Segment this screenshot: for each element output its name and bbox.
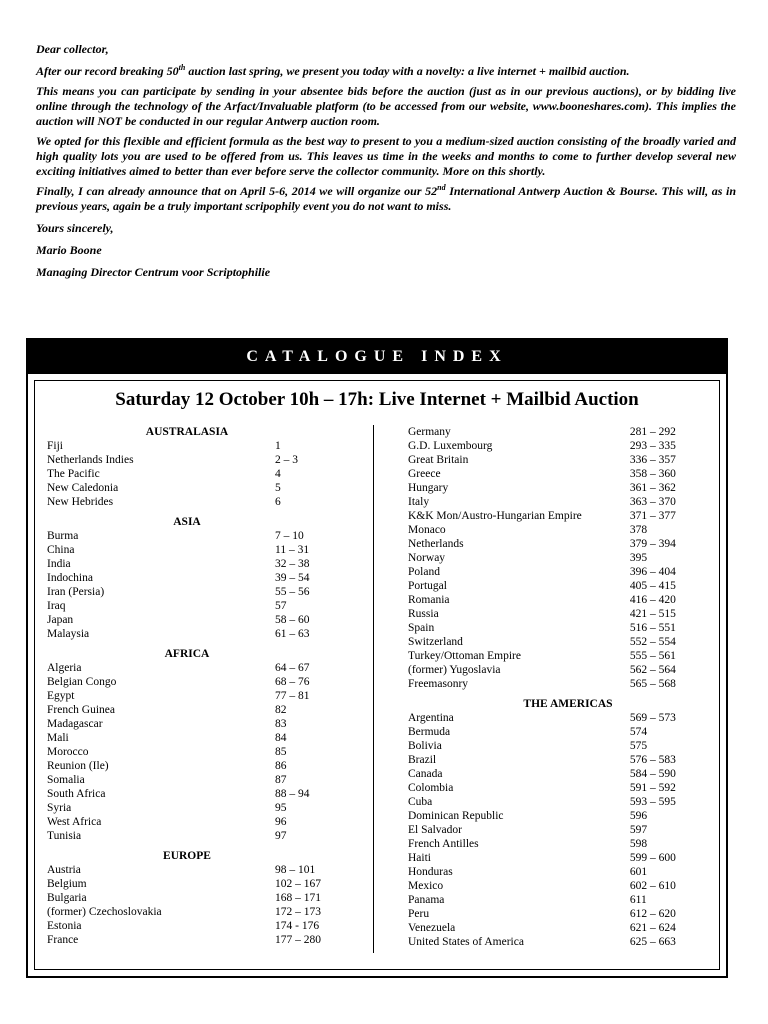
lot-range: 552 – 554 xyxy=(629,636,676,648)
index-row xyxy=(47,745,347,759)
country-name: Turkey/Ottoman Empire xyxy=(408,650,521,662)
country-name: Estonia xyxy=(47,920,82,932)
lot-range: 174 - 176 xyxy=(275,920,320,932)
lot-range: 569 – 573 xyxy=(629,712,676,724)
index-row xyxy=(47,877,347,891)
country-name: Belgium xyxy=(47,878,87,890)
index-row xyxy=(47,815,347,829)
lot-range: 611 xyxy=(629,894,647,906)
country-name: Iraq xyxy=(47,600,66,612)
index-row xyxy=(408,795,698,809)
lot-range: 625 – 663 xyxy=(629,936,676,948)
index-row xyxy=(408,579,698,593)
index-row xyxy=(408,593,698,607)
index-row xyxy=(47,717,347,731)
index-row xyxy=(47,773,347,787)
index-row xyxy=(47,439,347,453)
index-row xyxy=(408,823,698,837)
country-name: Austria xyxy=(47,864,81,876)
index-row xyxy=(408,677,698,691)
lot-range: 77 – 81 xyxy=(275,690,310,702)
index-row xyxy=(47,759,347,773)
lot-range: 575 xyxy=(629,740,648,752)
index-row xyxy=(47,863,347,877)
lot-range: 379 – 394 xyxy=(629,538,676,550)
lot-range: 177 – 280 xyxy=(275,934,321,946)
country-name: Syria xyxy=(47,802,72,814)
index-row xyxy=(408,781,698,795)
country-name: Norway xyxy=(408,552,446,564)
country-name: Fiji xyxy=(47,440,63,452)
lot-range: 584 – 590 xyxy=(629,768,676,780)
country-name: Panama xyxy=(408,894,445,906)
lot-range: 84 xyxy=(275,732,287,744)
index-row xyxy=(408,711,698,725)
index-row xyxy=(408,893,698,907)
lot-range: 32 – 38 xyxy=(275,558,310,570)
lot-range: 6 xyxy=(275,496,281,508)
lot-range: 601 xyxy=(629,866,648,878)
index-row xyxy=(47,495,347,509)
column-divider xyxy=(373,425,374,953)
index-row xyxy=(47,801,347,815)
lot-range: 11 – 31 xyxy=(275,544,310,556)
country-name: (former) Yugoslavia xyxy=(408,664,501,676)
country-name: Mali xyxy=(47,732,69,744)
index-row xyxy=(408,865,698,879)
lot-range: 621 – 624 xyxy=(629,922,676,934)
lot-range: 361 – 362 xyxy=(629,482,676,494)
country-name: Canada xyxy=(408,768,443,780)
region-heading: EUROPE xyxy=(163,850,211,862)
index-body xyxy=(34,380,720,970)
index-row xyxy=(47,481,347,495)
index-row xyxy=(408,635,698,649)
catalogue-index xyxy=(26,338,728,978)
country-name: Honduras xyxy=(408,866,453,878)
country-name: French Antilles xyxy=(408,838,479,850)
lot-range: 416 – 420 xyxy=(629,594,676,606)
lot-range: 83 xyxy=(275,718,287,730)
lot-range: 172 – 173 xyxy=(275,906,321,918)
country-name: Japan xyxy=(47,614,74,626)
country-name: Peru xyxy=(408,908,430,920)
country-name: (former) Czechoslovakia xyxy=(47,906,162,918)
lot-range: 574 xyxy=(629,726,648,738)
lot-range: 371 – 377 xyxy=(629,510,676,522)
index-row xyxy=(408,439,698,453)
country-name: Netherlands xyxy=(408,538,464,550)
country-name: Cuba xyxy=(408,796,433,808)
lot-range: 293 – 335 xyxy=(629,440,676,452)
country-name: Madagascar xyxy=(47,718,103,730)
country-name: K&K Mon/Austro-Hungarian Empire xyxy=(408,510,582,522)
index-column-left xyxy=(47,425,347,947)
index-row xyxy=(408,809,698,823)
letter-paragraph-4: Finally, I can already announce that on April 5-6, 2014 we will organize our 52nd International Antwerp Auction & Bourse. This will, as in previous years, again be a truly important scripophily event you do not want to miss. xyxy=(36,183,737,213)
index-row xyxy=(47,905,347,919)
country-name: Bolivia xyxy=(408,740,442,752)
lot-range: 5 xyxy=(275,482,281,494)
country-name: India xyxy=(47,558,71,570)
country-name: Morocco xyxy=(47,746,89,758)
index-row xyxy=(47,599,347,613)
country-name: Reunion (Ile) xyxy=(47,760,109,772)
country-name: Bulgaria xyxy=(47,892,87,904)
index-row xyxy=(408,509,698,523)
country-name: Switzerland xyxy=(408,636,463,648)
country-name: Netherlands Indies xyxy=(47,454,134,466)
country-name: New Hebrides xyxy=(47,496,114,508)
country-name: Haiti xyxy=(408,852,431,864)
lot-range: 358 – 360 xyxy=(629,468,676,480)
lot-range: 2 – 3 xyxy=(275,454,298,466)
lot-range: 516 – 551 xyxy=(629,622,676,634)
lot-range: 85 xyxy=(275,746,287,758)
index-row xyxy=(408,935,698,949)
country-name: Bermuda xyxy=(408,726,451,738)
index-row xyxy=(408,481,698,495)
lot-range: 597 xyxy=(629,824,648,836)
region-heading: THE AMERICAS xyxy=(523,698,613,710)
index-row xyxy=(408,453,698,467)
index-subtitle: Saturday 12 October 10h – 17h: Live Internet + Mailbid Auction xyxy=(115,389,639,410)
country-name: Poland xyxy=(408,566,440,578)
country-name: Spain xyxy=(408,622,435,634)
index-row xyxy=(408,425,698,439)
index-row xyxy=(47,891,347,905)
lot-range: 591 – 592 xyxy=(629,782,676,794)
country-name: New Caledonia xyxy=(47,482,119,494)
country-name: Brazil xyxy=(408,754,437,766)
lot-range: 168 – 171 xyxy=(275,892,321,904)
country-name: Monaco xyxy=(408,524,446,536)
letter-paragraph-1: After our record breaking 50th auction last spring, we present you today with a novelty: a live internet + mailbid auction. xyxy=(36,63,630,78)
country-name: South Africa xyxy=(47,788,106,800)
lot-range: 64 – 67 xyxy=(275,662,310,674)
lot-range: 396 – 404 xyxy=(629,566,676,578)
index-row xyxy=(408,467,698,481)
lot-range: 281 – 292 xyxy=(629,426,676,438)
lot-range: 336 – 357 xyxy=(629,454,676,466)
index-row xyxy=(47,543,347,557)
country-name: United States of America xyxy=(408,936,524,948)
index-row xyxy=(47,627,347,641)
lot-range: 555 – 561 xyxy=(629,650,676,662)
country-name: Hungary xyxy=(408,482,449,494)
lot-range: 98 – 101 xyxy=(275,864,316,876)
lot-range: 102 – 167 xyxy=(275,878,321,890)
index-row xyxy=(408,551,698,565)
country-name: France xyxy=(47,934,79,946)
cover-letter xyxy=(36,42,736,285)
country-name: Romania xyxy=(408,594,450,606)
lot-range: 68 – 76 xyxy=(275,676,310,688)
region-heading: AUSTRALASIA xyxy=(145,426,229,438)
country-name: Indochina xyxy=(47,572,93,584)
country-name: Tunisia xyxy=(47,830,82,842)
lot-range: 55 – 56 xyxy=(275,586,310,598)
index-row xyxy=(408,537,698,551)
index-row xyxy=(47,787,347,801)
country-name: El Salvador xyxy=(408,824,462,836)
letter-paragraph-3: We opted for this flexible and efficient formula as the best way to present to you a medium-sized auction consisting of the broadly varied and high quality lots you are used to be offered from us. This leaves us time in the weeks and months to come to further develop several new exciting initiatives aimed to better than ever before serve the collector community. More on this shortly. xyxy=(36,134,736,178)
salutation: Dear collector, xyxy=(36,42,109,56)
lot-range: 395 xyxy=(629,552,648,564)
lot-range: 565 – 568 xyxy=(629,678,676,690)
index-row xyxy=(408,725,698,739)
lot-range: 7 – 10 xyxy=(275,530,304,542)
index-row xyxy=(47,933,347,947)
lot-range: 1 xyxy=(275,440,281,452)
lot-range: 86 xyxy=(275,760,287,772)
country-name: Great Britain xyxy=(408,454,469,466)
country-name: Germany xyxy=(408,426,451,438)
country-name: Somalia xyxy=(47,774,85,786)
index-row xyxy=(47,557,347,571)
lot-range: 82 xyxy=(275,704,287,716)
lot-range: 363 – 370 xyxy=(629,496,676,508)
country-name: Italy xyxy=(408,496,430,508)
lot-range: 39 – 54 xyxy=(275,572,310,584)
country-name: Venezuela xyxy=(408,922,456,934)
lot-range: 576 – 583 xyxy=(629,754,676,766)
index-row xyxy=(47,585,347,599)
country-name: Dominican Republic xyxy=(408,810,504,822)
lot-range: 4 xyxy=(275,468,281,480)
index-row xyxy=(47,829,347,843)
index-row xyxy=(47,919,347,933)
index-row xyxy=(408,495,698,509)
index-row xyxy=(47,467,347,481)
country-name: Burma xyxy=(47,530,79,542)
lot-range: 61 – 63 xyxy=(275,628,310,640)
index-row xyxy=(408,621,698,635)
country-name: Argentina xyxy=(408,712,454,724)
lot-range: 97 xyxy=(275,830,287,842)
index-row xyxy=(408,649,698,663)
index-row xyxy=(408,523,698,537)
lot-range: 87 xyxy=(275,774,287,786)
index-column-right xyxy=(408,425,698,949)
lot-range: 58 – 60 xyxy=(275,614,310,626)
lot-range: 598 xyxy=(629,838,648,850)
index-row xyxy=(408,607,698,621)
country-name: Greece xyxy=(408,468,441,480)
country-name: French Guinea xyxy=(47,704,116,716)
index-row xyxy=(408,907,698,921)
index-row xyxy=(47,529,347,543)
lot-range: 612 – 620 xyxy=(629,908,676,920)
country-name: G.D. Luxembourg xyxy=(408,440,493,452)
lot-range: 421 – 515 xyxy=(629,608,676,620)
region-heading: ASIA xyxy=(173,516,201,528)
country-name: Algeria xyxy=(47,662,82,674)
lot-range: 602 – 610 xyxy=(629,880,676,892)
region-heading: AFRICA xyxy=(164,648,210,660)
signature-name: Mario Boone xyxy=(36,243,102,257)
signature-title: Managing Director Centrum voor Scriptophilie xyxy=(36,265,271,279)
index-row xyxy=(408,663,698,677)
index-row xyxy=(408,739,698,753)
lot-range: 96 xyxy=(275,816,287,828)
country-name: Portugal xyxy=(408,580,447,592)
index-row xyxy=(47,703,347,717)
lot-range: 378 xyxy=(629,524,648,536)
lot-range: 405 – 415 xyxy=(629,580,676,592)
country-name: Colombia xyxy=(408,782,454,794)
index-row xyxy=(47,731,347,745)
index-row xyxy=(47,453,347,467)
country-name: West Africa xyxy=(47,816,102,828)
index-row xyxy=(408,851,698,865)
index-row xyxy=(47,689,347,703)
country-name: Russia xyxy=(408,608,439,620)
country-name: Egypt xyxy=(47,690,75,702)
country-name: Mexico xyxy=(408,880,444,892)
index-row xyxy=(408,879,698,893)
country-name: The Pacific xyxy=(47,468,100,480)
index-row xyxy=(47,675,347,689)
country-name: Malaysia xyxy=(47,628,90,640)
letter-paragraph-2: This means you can participate by sending in your absentee bids before the auction (just as in our previous auctions), or by bidding live online through the technology of the Arfact/Invaluable platform (to be accessed from our website, www.booneshares.com). This implies the auction will NOT be conducted in our regular Antwerp auction room. xyxy=(36,84,736,128)
index-header: CATALOGUE INDEX xyxy=(28,340,726,374)
country-name: Belgian Congo xyxy=(47,676,117,688)
index-row xyxy=(408,753,698,767)
lot-range: 596 xyxy=(629,810,648,822)
country-name: Iran (Persia) xyxy=(47,586,105,598)
index-row xyxy=(408,565,698,579)
index-row xyxy=(408,767,698,781)
lot-range: 57 xyxy=(275,600,287,612)
country-name: Freemasonry xyxy=(408,678,469,690)
index-row xyxy=(47,661,347,675)
index-row xyxy=(47,613,347,627)
lot-range: 599 – 600 xyxy=(629,852,676,864)
lot-range: 95 xyxy=(275,802,287,814)
lot-range: 88 – 94 xyxy=(275,788,310,800)
index-row xyxy=(408,921,698,935)
lot-range: 593 – 595 xyxy=(629,796,676,808)
letter-closing: Yours sincerely, xyxy=(36,221,114,235)
index-row xyxy=(47,571,347,585)
lot-range: 562 – 564 xyxy=(629,664,676,676)
index-row xyxy=(408,837,698,851)
country-name: China xyxy=(47,544,75,556)
